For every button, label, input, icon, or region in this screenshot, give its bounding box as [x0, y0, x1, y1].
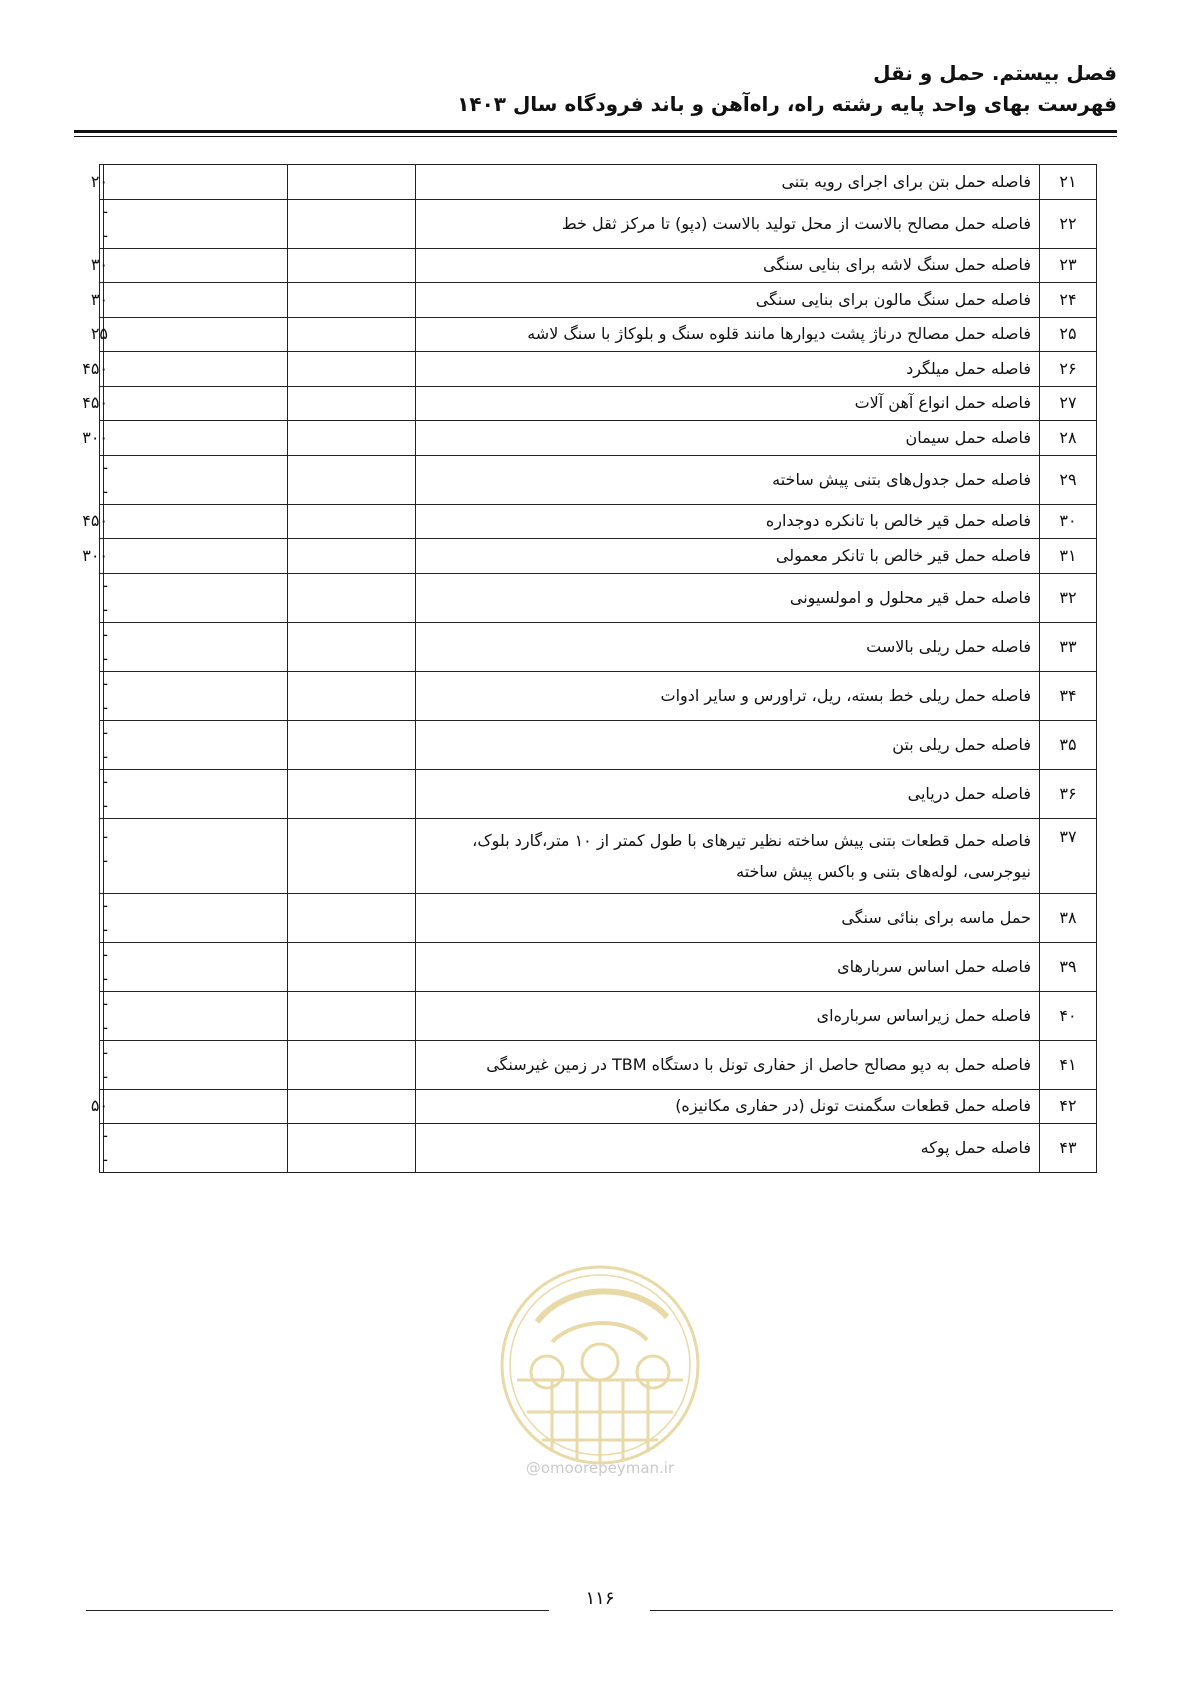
row-distance-value: ۳۰ — [100, 248, 104, 283]
row-description: فاصله حمل میلگرد — [416, 352, 1040, 387]
table-row — [100, 1089, 1097, 1124]
row-distance-value: -- — [100, 573, 104, 622]
row-description: فاصله حمل مصالح درناژ پشت دیوارها مانند قلوه سنگ و بلوکاژ با سنگ لاشه — [416, 317, 1040, 352]
row-description: فاصله حمل بتن برای اجرای رویه بتنی — [416, 165, 1040, 200]
row-description: فاصله حمل قیر خالص با تانکره دوجداره — [416, 504, 1040, 539]
row-description: فاصله حمل سیمان — [416, 421, 1040, 456]
row-number: ۲۲ — [1040, 199, 1097, 248]
row-description: فاصله حمل ریلی بالاست — [416, 622, 1040, 671]
table-row — [100, 317, 1097, 352]
row-number: ۳۸ — [1040, 893, 1097, 942]
row-description: فاصله حمل زیراساس سرباره‌ای — [416, 991, 1040, 1040]
row-distance-value: -- — [100, 622, 104, 671]
row-distance-value: ۴۵۰ — [100, 386, 104, 421]
row-empty-cell — [104, 352, 288, 387]
row-empty-cell — [104, 573, 288, 622]
row-number: ۳۰ — [1040, 504, 1097, 539]
row-number: ۲۷ — [1040, 386, 1097, 421]
row-description: فاصله حمل مصالح بالاست از محل تولید بالاست (دپو) تا مرکز ثقل خط — [416, 199, 1040, 248]
row-empty-cell — [288, 317, 416, 352]
table-row — [100, 769, 1097, 818]
row-distance-value: ۲۵ — [100, 317, 104, 352]
row-distance-value: -- — [100, 455, 104, 504]
row-number: ۳۱ — [1040, 539, 1097, 574]
row-distance-value: -- — [100, 671, 104, 720]
row-number: ۳۷ — [1040, 818, 1097, 893]
row-empty-cell — [104, 421, 288, 456]
row-empty-cell — [288, 671, 416, 720]
table-row — [100, 504, 1097, 539]
row-empty-cell — [104, 818, 288, 893]
row-distance-value: -- — [100, 720, 104, 769]
row-description: فاصله حمل قطعات سگمنت تونل (در حفاری مکانیزه) — [416, 1089, 1040, 1124]
row-empty-cell — [288, 1089, 416, 1124]
row-description: فاصله حمل پوکه — [416, 1124, 1040, 1173]
table-row — [100, 1124, 1097, 1173]
table-row — [100, 942, 1097, 991]
row-empty-cell — [288, 769, 416, 818]
table-row — [100, 455, 1097, 504]
row-empty-cell — [288, 893, 416, 942]
row-number: ۲۸ — [1040, 421, 1097, 456]
row-empty-cell — [288, 248, 416, 283]
footer-rule-right — [650, 1610, 1113, 1611]
row-empty-cell — [104, 991, 288, 1040]
table-row — [100, 352, 1097, 387]
table-row — [100, 671, 1097, 720]
table-row — [100, 622, 1097, 671]
row-description: حمل ماسه برای بنائی سنگی — [416, 893, 1040, 942]
table-row — [100, 248, 1097, 283]
row-description: فاصله حمل قیر محلول و امولسیونی — [416, 573, 1040, 622]
row-empty-cell — [288, 720, 416, 769]
row-empty-cell — [288, 1124, 416, 1173]
table-row — [100, 1040, 1097, 1089]
watermark-site: @omoorepeyman.ir — [525, 1459, 675, 1477]
row-description — [416, 818, 1040, 893]
page-header — [74, 58, 1117, 120]
row-empty-cell — [288, 421, 416, 456]
table-row — [100, 539, 1097, 574]
row-distance-value: ۳۰۰ — [100, 421, 104, 456]
table-row — [100, 991, 1097, 1040]
row-distance-value: ۳۰۰ — [100, 539, 104, 574]
items-table — [82, 164, 1097, 1173]
row-empty-cell — [104, 283, 288, 318]
row-empty-cell — [104, 893, 288, 942]
row-description: فاصله حمل سنگ مالون برای بنایی سنگی — [416, 283, 1040, 318]
header-rule-thin — [74, 136, 1117, 137]
row-number: ۴۰ — [1040, 991, 1097, 1040]
table-row — [100, 720, 1097, 769]
row-description: فاصله حمل سنگ لاشه برای بنایی سنگی — [416, 248, 1040, 283]
omoorepeyman-logo-watermark — [497, 1262, 703, 1468]
row-distance-value: -- — [100, 893, 104, 942]
table-row — [100, 573, 1097, 622]
row-description: فاصله حمل قیر خالص با تانکر معمولی — [416, 539, 1040, 574]
row-empty-cell — [288, 622, 416, 671]
row-empty-cell — [104, 720, 288, 769]
row-empty-cell — [104, 1089, 288, 1124]
row-empty-cell — [104, 942, 288, 991]
row-empty-cell — [288, 942, 416, 991]
row-description: فاصله حمل ریلی بتن — [416, 720, 1040, 769]
chapter-title: فصل بیستم. حمل و نقل — [873, 61, 1117, 85]
row-number: ۳۶ — [1040, 769, 1097, 818]
row-empty-cell — [104, 455, 288, 504]
row-empty-cell — [104, 317, 288, 352]
row-empty-cell — [104, 504, 288, 539]
row-empty-cell — [104, 1040, 288, 1089]
header-rule-thick — [74, 130, 1117, 133]
row-number: ۴۲ — [1040, 1089, 1097, 1124]
row-distance-value: -- — [100, 818, 104, 893]
table-row — [100, 165, 1097, 200]
row-description-line: فاصله حمل قطعات بتنی پیش ساخته نظیر تیرهای با طول کمتر از ۱۰ متر،گارد بلوک، — [472, 830, 1031, 850]
table-row — [100, 386, 1097, 421]
row-number: ۲۴ — [1040, 283, 1097, 318]
row-number: ۴۳ — [1040, 1124, 1097, 1173]
row-description: فاصله حمل انواع آهن آلات — [416, 386, 1040, 421]
footer-rule-left — [86, 1610, 549, 1611]
table-row — [100, 893, 1097, 942]
row-empty-cell — [288, 165, 416, 200]
row-description: فاصله حمل ریلی خط بسته، ریل، تراورس و سایر ادوات — [416, 671, 1040, 720]
row-distance-value: ۴۵۰ — [100, 352, 104, 387]
row-empty-cell — [104, 671, 288, 720]
page-number: ۱۱۶ — [585, 1588, 615, 1609]
table-row — [100, 283, 1097, 318]
row-description: فاصله حمل اساس سربارهای — [416, 942, 1040, 991]
row-number: ۲۳ — [1040, 248, 1097, 283]
row-description: فاصله حمل دریایی — [416, 769, 1040, 818]
row-distance-value: ۲۰ — [100, 165, 104, 200]
row-description: فاصله حمل جدول‌های بتنی پیش ساخته — [416, 455, 1040, 504]
row-number: ۳۴ — [1040, 671, 1097, 720]
table-row — [100, 199, 1097, 248]
row-distance-value: ۵۰ — [100, 1089, 104, 1124]
row-distance-value: -- — [100, 199, 104, 248]
row-description: فاصله حمل به دپو مصالح حاصل از حفاری تونل با دستگاه TBM در زمین غیرسنگی — [416, 1040, 1040, 1089]
row-empty-cell — [288, 199, 416, 248]
row-distance-value: -- — [100, 991, 104, 1040]
row-distance-value: -- — [100, 942, 104, 991]
row-distance-value: -- — [100, 769, 104, 818]
row-empty-cell — [104, 386, 288, 421]
row-distance-value: -- — [100, 1040, 104, 1089]
row-number: ۴۱ — [1040, 1040, 1097, 1089]
table-row — [100, 421, 1097, 456]
row-distance-value: -- — [100, 1124, 104, 1173]
row-empty-cell — [288, 539, 416, 574]
row-number: ۳۵ — [1040, 720, 1097, 769]
row-empty-cell — [104, 622, 288, 671]
row-distance-value: ۳۰ — [100, 283, 104, 318]
row-empty-cell — [104, 248, 288, 283]
row-empty-cell — [104, 199, 288, 248]
row-empty-cell — [104, 165, 288, 200]
row-number: ۲۵ — [1040, 317, 1097, 352]
row-empty-cell — [288, 283, 416, 318]
row-number: ۲۶ — [1040, 352, 1097, 387]
row-number: ۳۳ — [1040, 622, 1097, 671]
row-empty-cell — [288, 818, 416, 893]
row-empty-cell — [288, 1040, 416, 1089]
row-empty-cell — [288, 455, 416, 504]
items-table-body — [82, 165, 1097, 1173]
row-distance-value: ۴۵۰ — [100, 504, 104, 539]
row-number: ۲۱ — [1040, 165, 1097, 200]
price-list-title: فهرست بهای واحد پایه رشته راه، راه‌آهن و باند فرودگاه سال ۱۴۰۳ — [457, 92, 1117, 116]
row-empty-cell — [288, 386, 416, 421]
row-empty-cell — [104, 539, 288, 574]
row-description-line: نیوجرسی، لوله‌های بتنی و باکس پیش ساخته — [736, 861, 1031, 881]
row-empty-cell — [288, 504, 416, 539]
row-number: ۳۲ — [1040, 573, 1097, 622]
row-empty-cell — [288, 991, 416, 1040]
row-empty-cell — [288, 352, 416, 387]
row-empty-cell — [104, 1124, 288, 1173]
table-row — [100, 818, 1097, 893]
row-number: ۲۹ — [1040, 455, 1097, 504]
row-empty-cell — [288, 573, 416, 622]
row-number: ۳۹ — [1040, 942, 1097, 991]
row-empty-cell — [104, 769, 288, 818]
